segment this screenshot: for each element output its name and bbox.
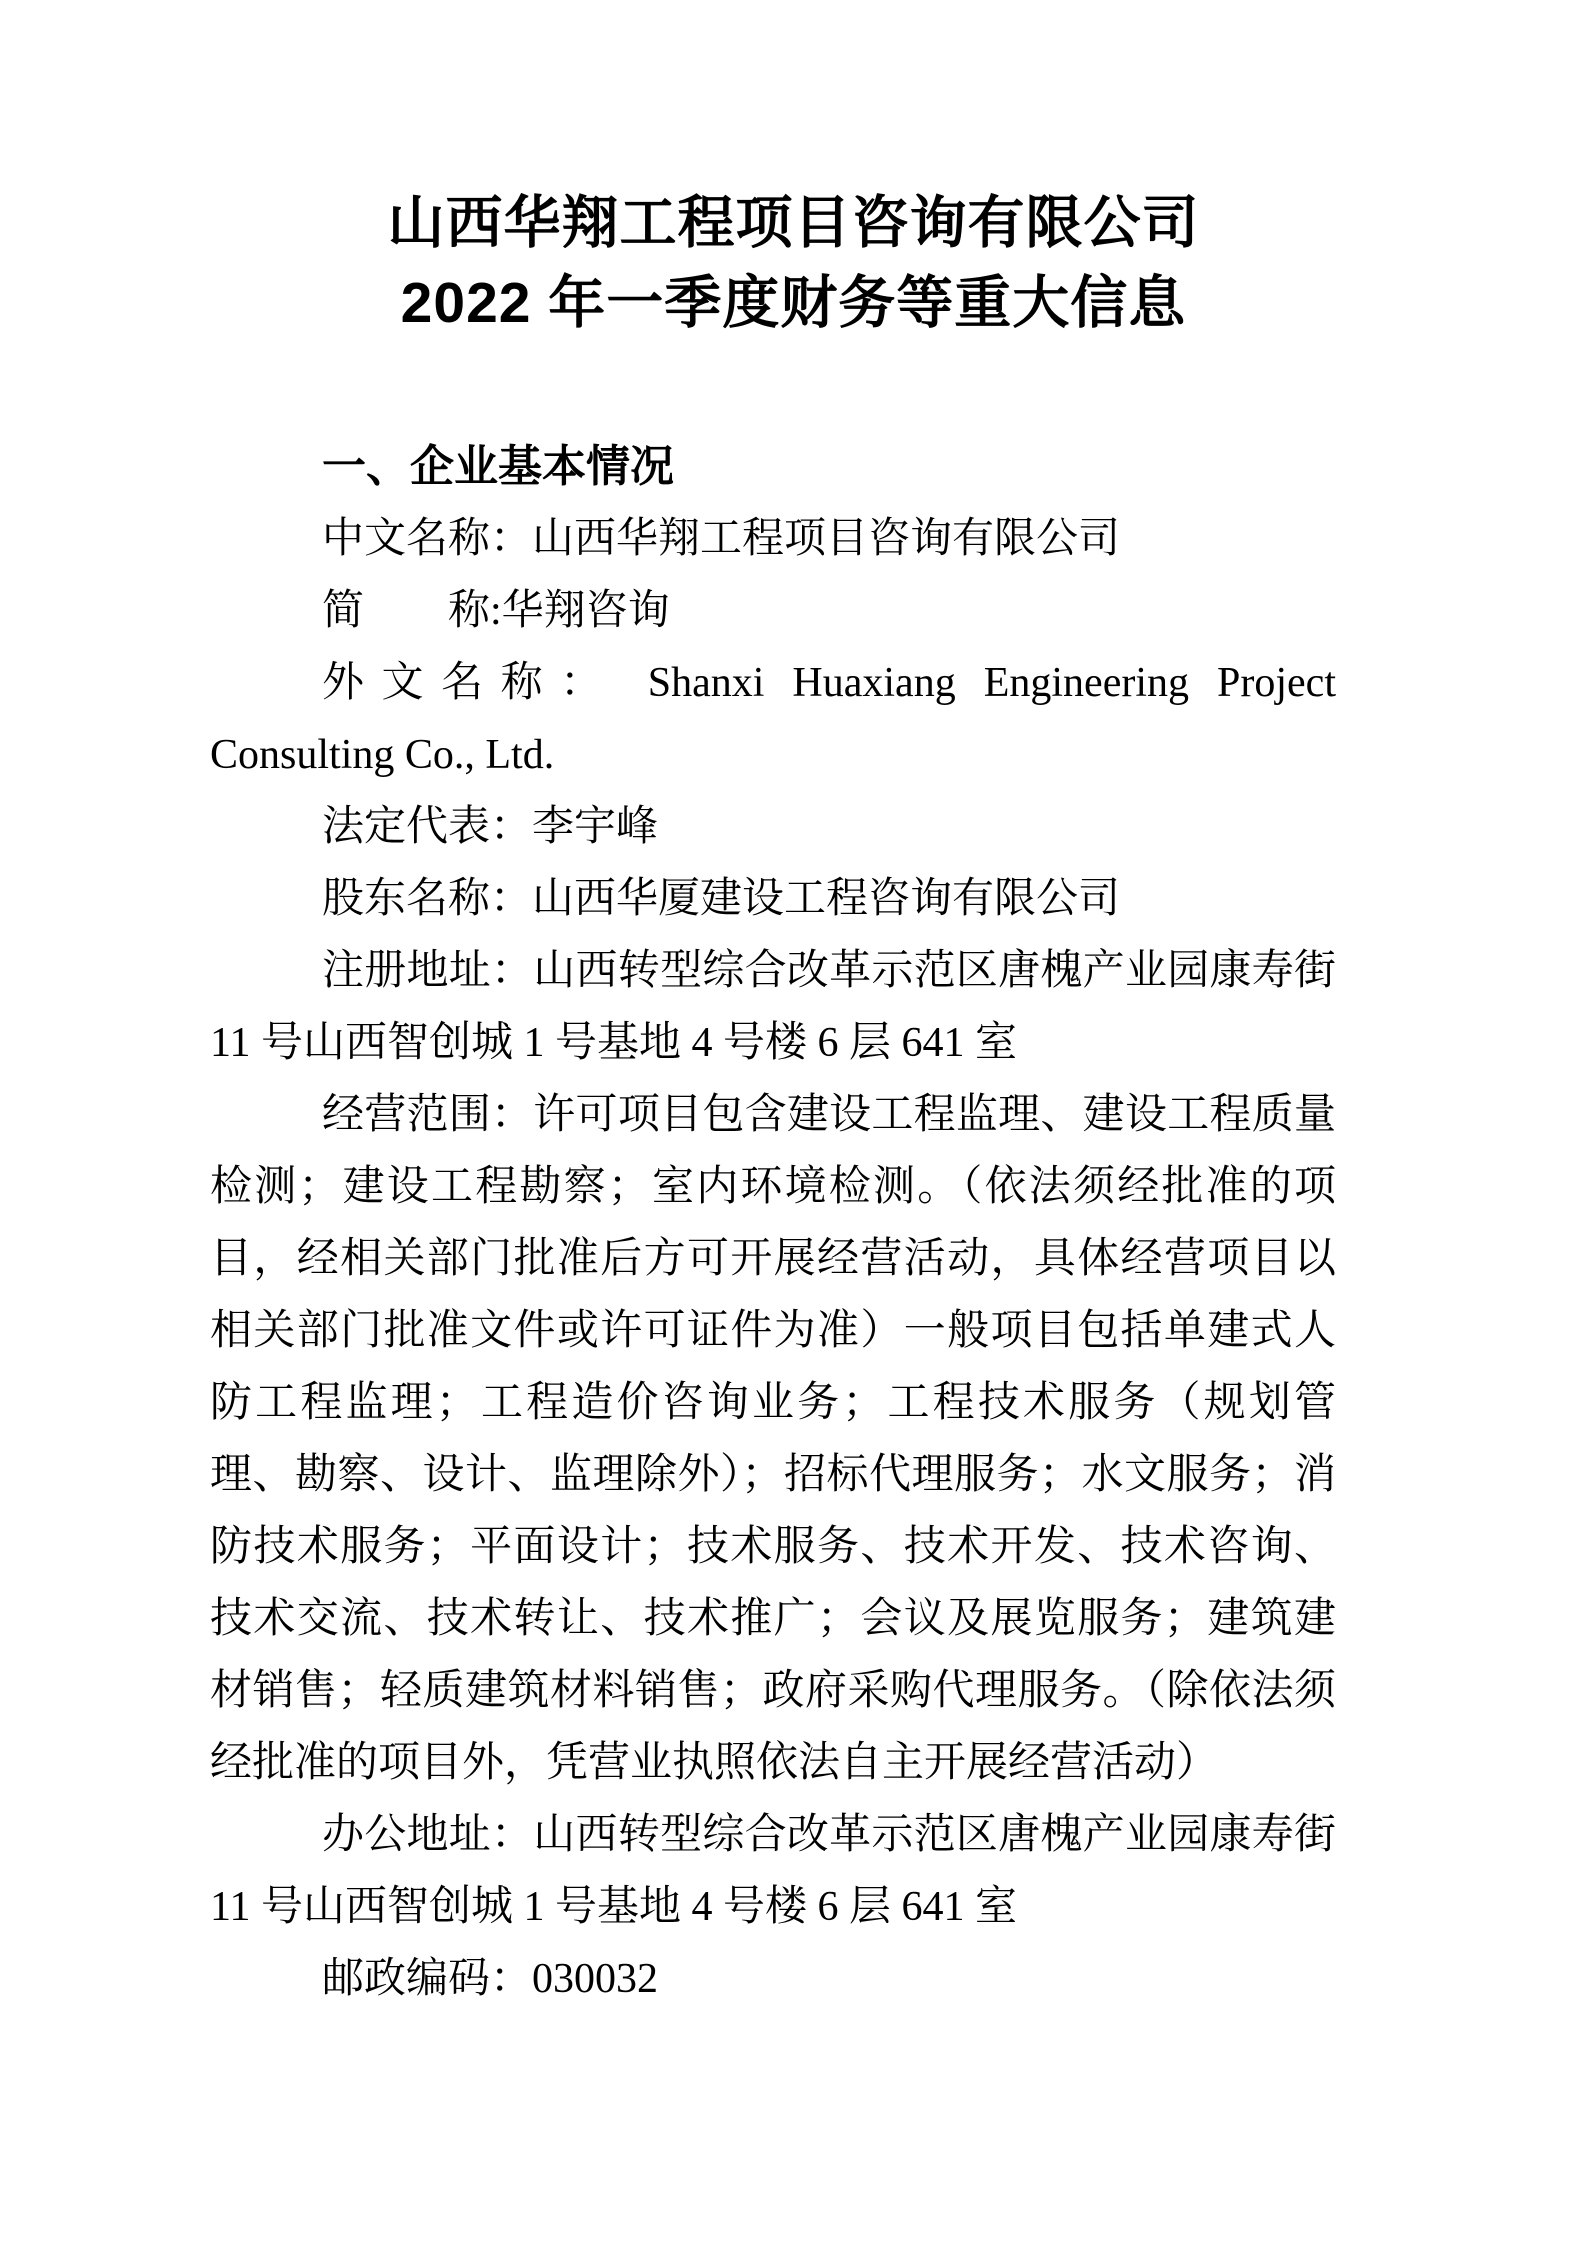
document-title bbox=[0, 0, 1587, 343]
section-heading-basic-info: 一、企业基本情况 bbox=[322, 442, 674, 491]
paragraph-shareholder-name: 股东名称：山西华厦建设工程咨询有限公司 bbox=[322, 876, 1121, 922]
paragraph-short-name: 简 称:华翔咨询 bbox=[322, 588, 670, 634]
paragraph-foreign-name: 外文名称： Shanxi Huaxiang Engineering Project Consulting Co., Ltd. bbox=[210, 660, 1336, 778]
paragraph-chinese-name: 中文名称：山西华翔工程项目咨询有限公司 bbox=[322, 516, 1121, 562]
document-body bbox=[0, 431, 1587, 2015]
document-title-line-2: 2022 年一季度财务等重大信息 bbox=[400, 271, 1187, 335]
paragraph-postal-code: 邮政编码：030032 bbox=[322, 1956, 659, 2002]
document-title-line-1: 山西华翔工程项目咨询有限公司 bbox=[387, 191, 1200, 255]
paragraph-office-address: 办公地址：山西转型综合改革示范区唐槐产业园康寿街 11 号山西智创城 1 号基地 4 号楼 6 层 641 室 bbox=[210, 1812, 1336, 1930]
paragraph-business-scope: 经营范围：许可项目包含建设工程监理、建设工程质量检测；建设工程勘察；室内环境检测。（依法须经批准的项目，经相关部门批准后方可开展经营活动，具体经营项目以相关部门批准文件或许可证件为准）一般项目包括单建式人防工程监理；工程造价咨询业务；工程技术服务（规划管理、勘察、设计、监理除外）；招标代理服务；水文服务；消防技术服务；平面设计；技术服务、技术开发、技术咨询、技术交流、技术转让、技术推广；会议及展览服务；建筑建材销售；轻质建筑材料销售；政府采购代理服务。（除依法须经批准的项目外，凭营业执照依法自主开展经营活动） bbox=[210, 1092, 1336, 1786]
paragraph-legal-representative: 法定代表：李宇峰 bbox=[322, 804, 659, 850]
paragraph-registered-address: 注册地址：山西转型综合改革示范区唐槐产业园康寿街 11 号山西智创城 1 号基地 4 号楼 6 层 641 室 bbox=[210, 948, 1336, 1066]
